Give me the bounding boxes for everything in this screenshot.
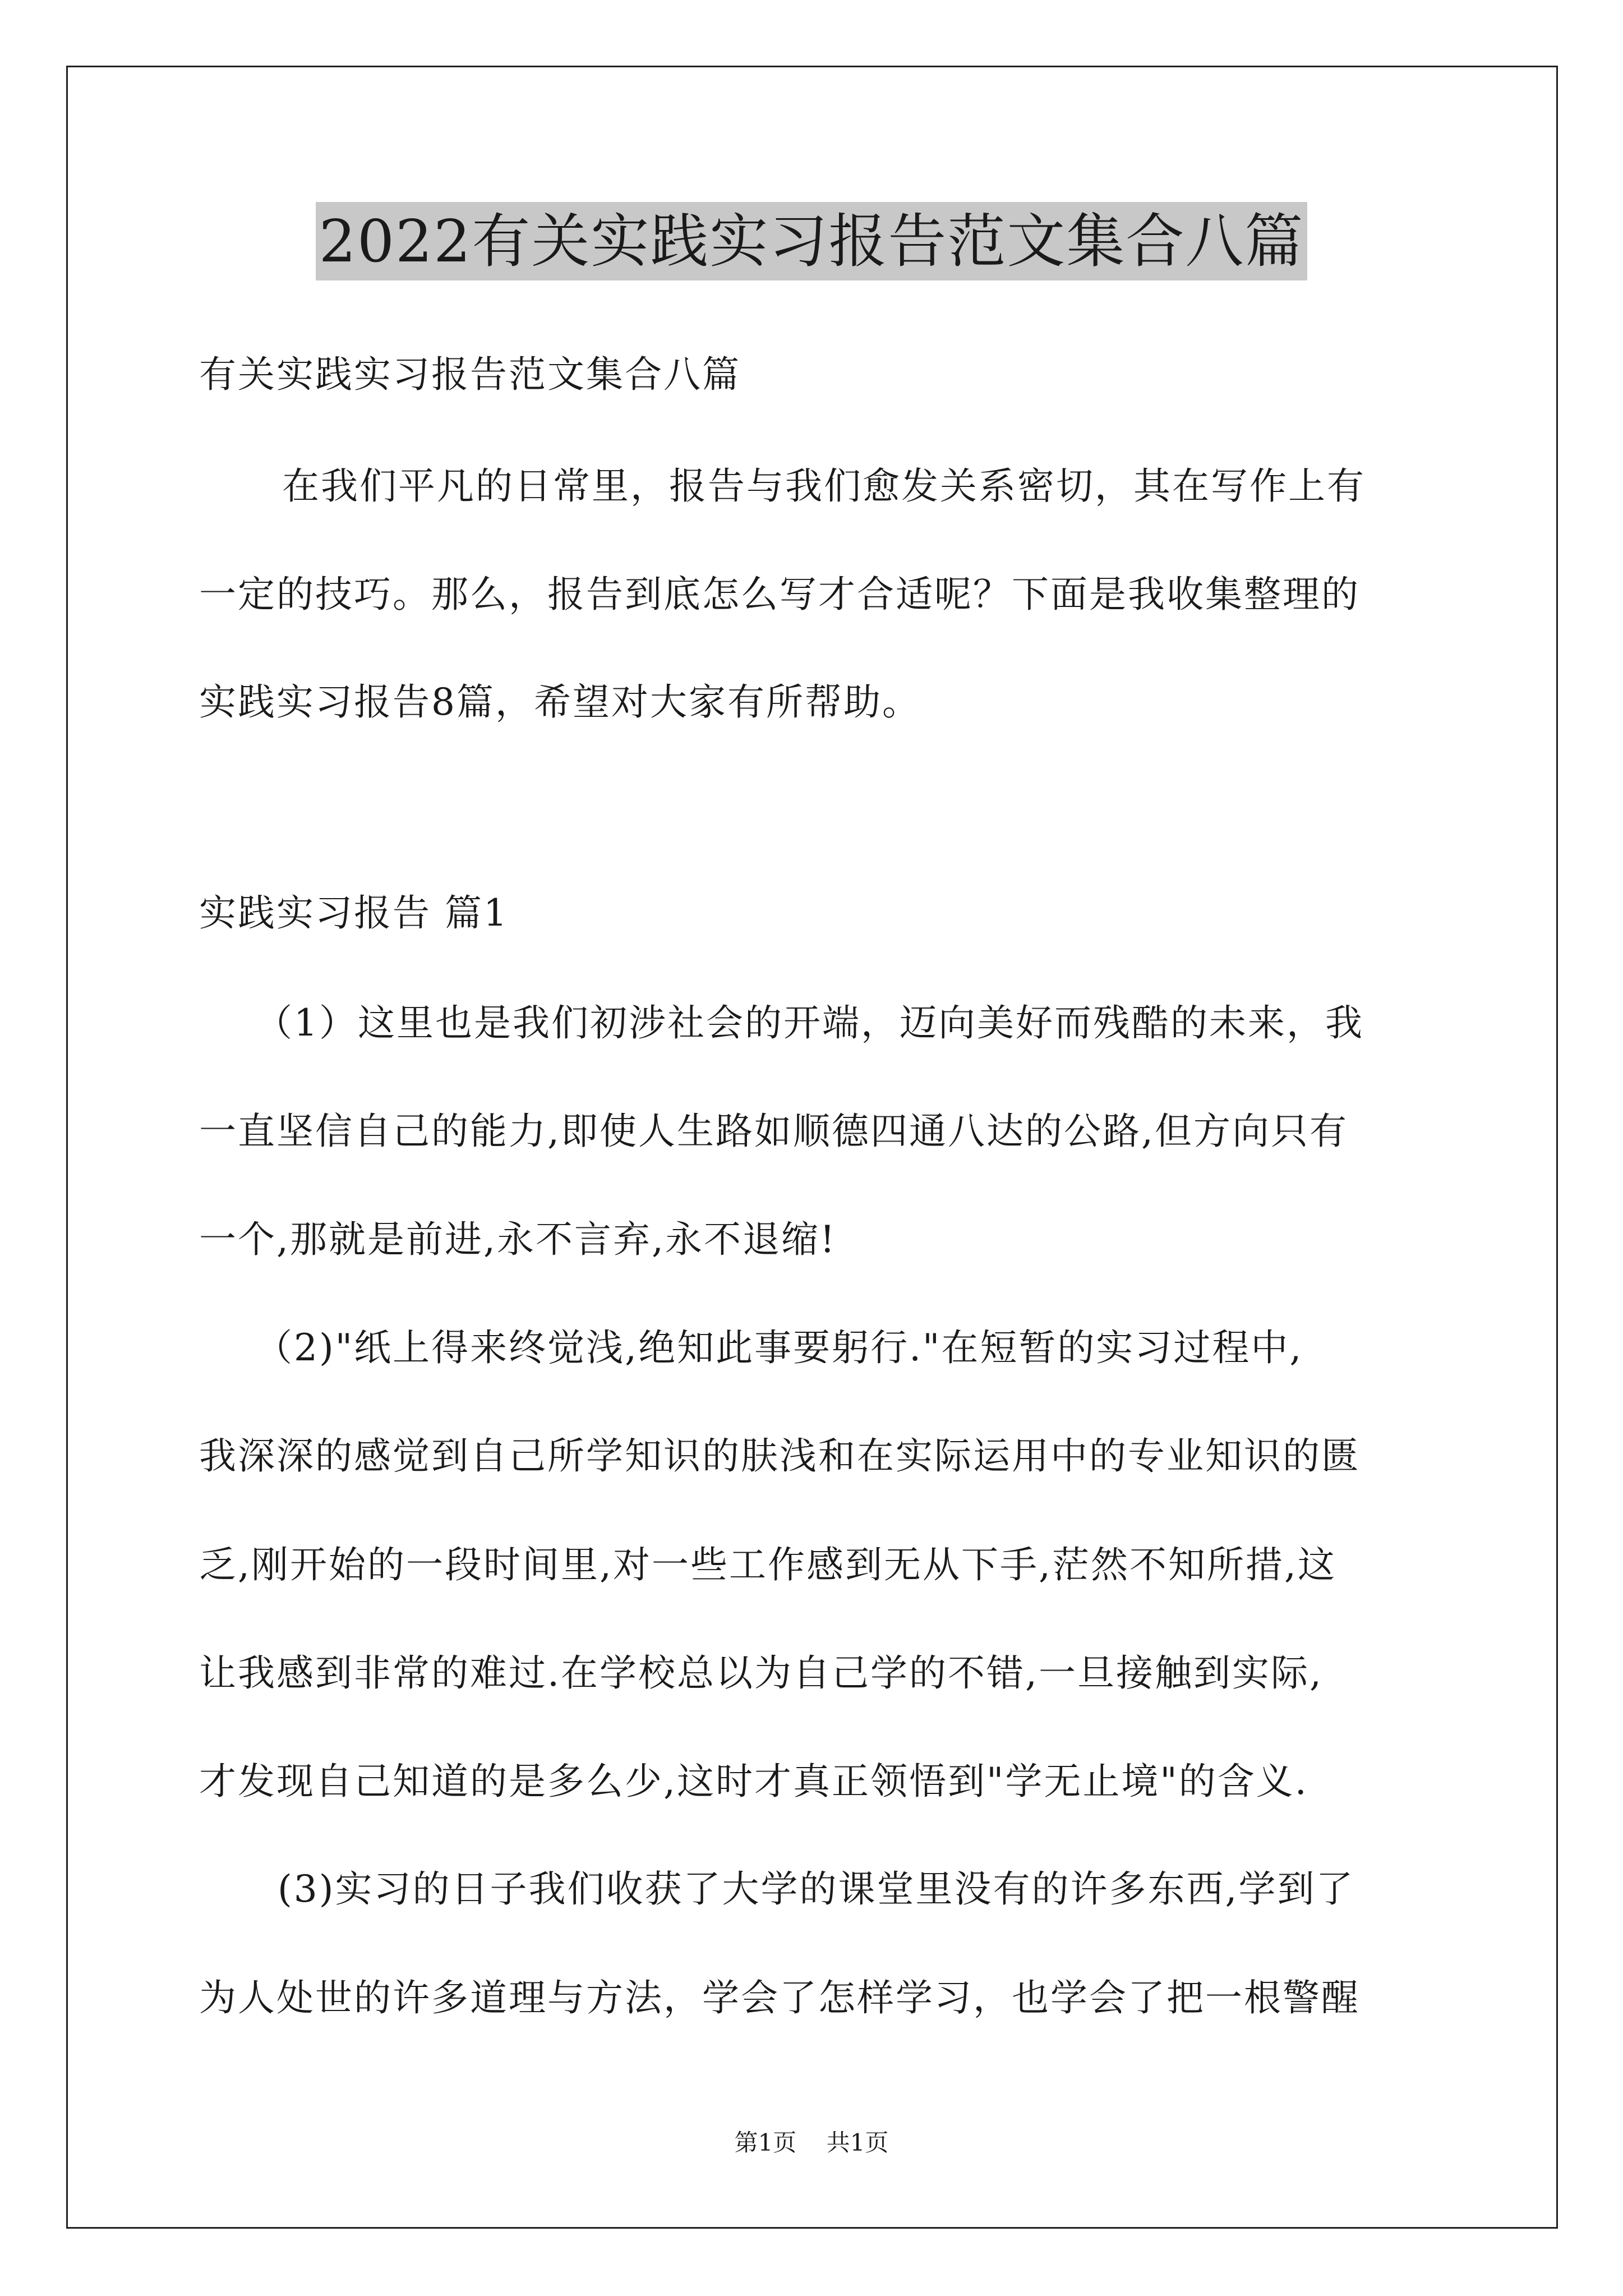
para1-line-3: 一个,那就是前进,永不言弃,永不退缩! — [199, 1218, 837, 1261]
para2-line-2: 我深深的感觉到自己所学知识的肤浅和在实际运用中的专业知识的匮 — [199, 1434, 1360, 1478]
para3-line-2: 为人处世的许多道理与方法，学会了怎样学习，也学会了把一根警醒 — [199, 1976, 1360, 2019]
document-title: 2022有关实践实习报告范文集合八篇 — [316, 202, 1308, 280]
page-number-total: 共1页 — [826, 2129, 889, 2156]
page-number-current: 第1页 — [734, 2129, 797, 2156]
document-subtitle: 有关实践实习报告范文集合八篇 — [199, 353, 741, 396]
para1-line-1: （1）这里也是我们初涉社会的开端，迈向美好而残酷的未来，我 — [255, 1001, 1364, 1045]
para2-line-4: 让我感到非常的难过.在学校总以为自己学的不错,一旦接触到实际, — [199, 1651, 1323, 1695]
intro-line-2: 一定的技巧。那么，报告到底怎么写才合适呢？下面是我收集整理的 — [199, 573, 1360, 616]
intro-line-3: 实践实习报告8篇，希望对大家有所帮助。 — [199, 680, 921, 724]
intro-line-1: 在我们平凡的日常里，报告与我们愈发关系密切，其在写作上有 — [282, 464, 1366, 508]
para2-line-3: 乏,刚开始的一段时间里,对一些工作感到无从下手,茫然不知所措,这 — [199, 1543, 1336, 1586]
para2-line-1: （2)"纸上得来终觉浅,绝知此事要躬行."在短暂的实习过程中, — [255, 1326, 1303, 1369]
page-footer — [0, 2126, 1623, 2160]
section-heading: 实践实习报告 篇1 — [199, 891, 509, 935]
para1-line-2: 一直坚信自己的能力,即使人生路如顺德四通八达的公路,但方向只有 — [199, 1110, 1348, 1153]
para2-line-5: 才发现自己知道的是多么少,这时才真正领悟到"学无止境"的含义. — [199, 1760, 1308, 1803]
title-container — [0, 202, 1623, 280]
para3-line-1: (3)实习的日子我们收获了大学的课堂里没有的许多东西,学到了 — [278, 1867, 1355, 1911]
